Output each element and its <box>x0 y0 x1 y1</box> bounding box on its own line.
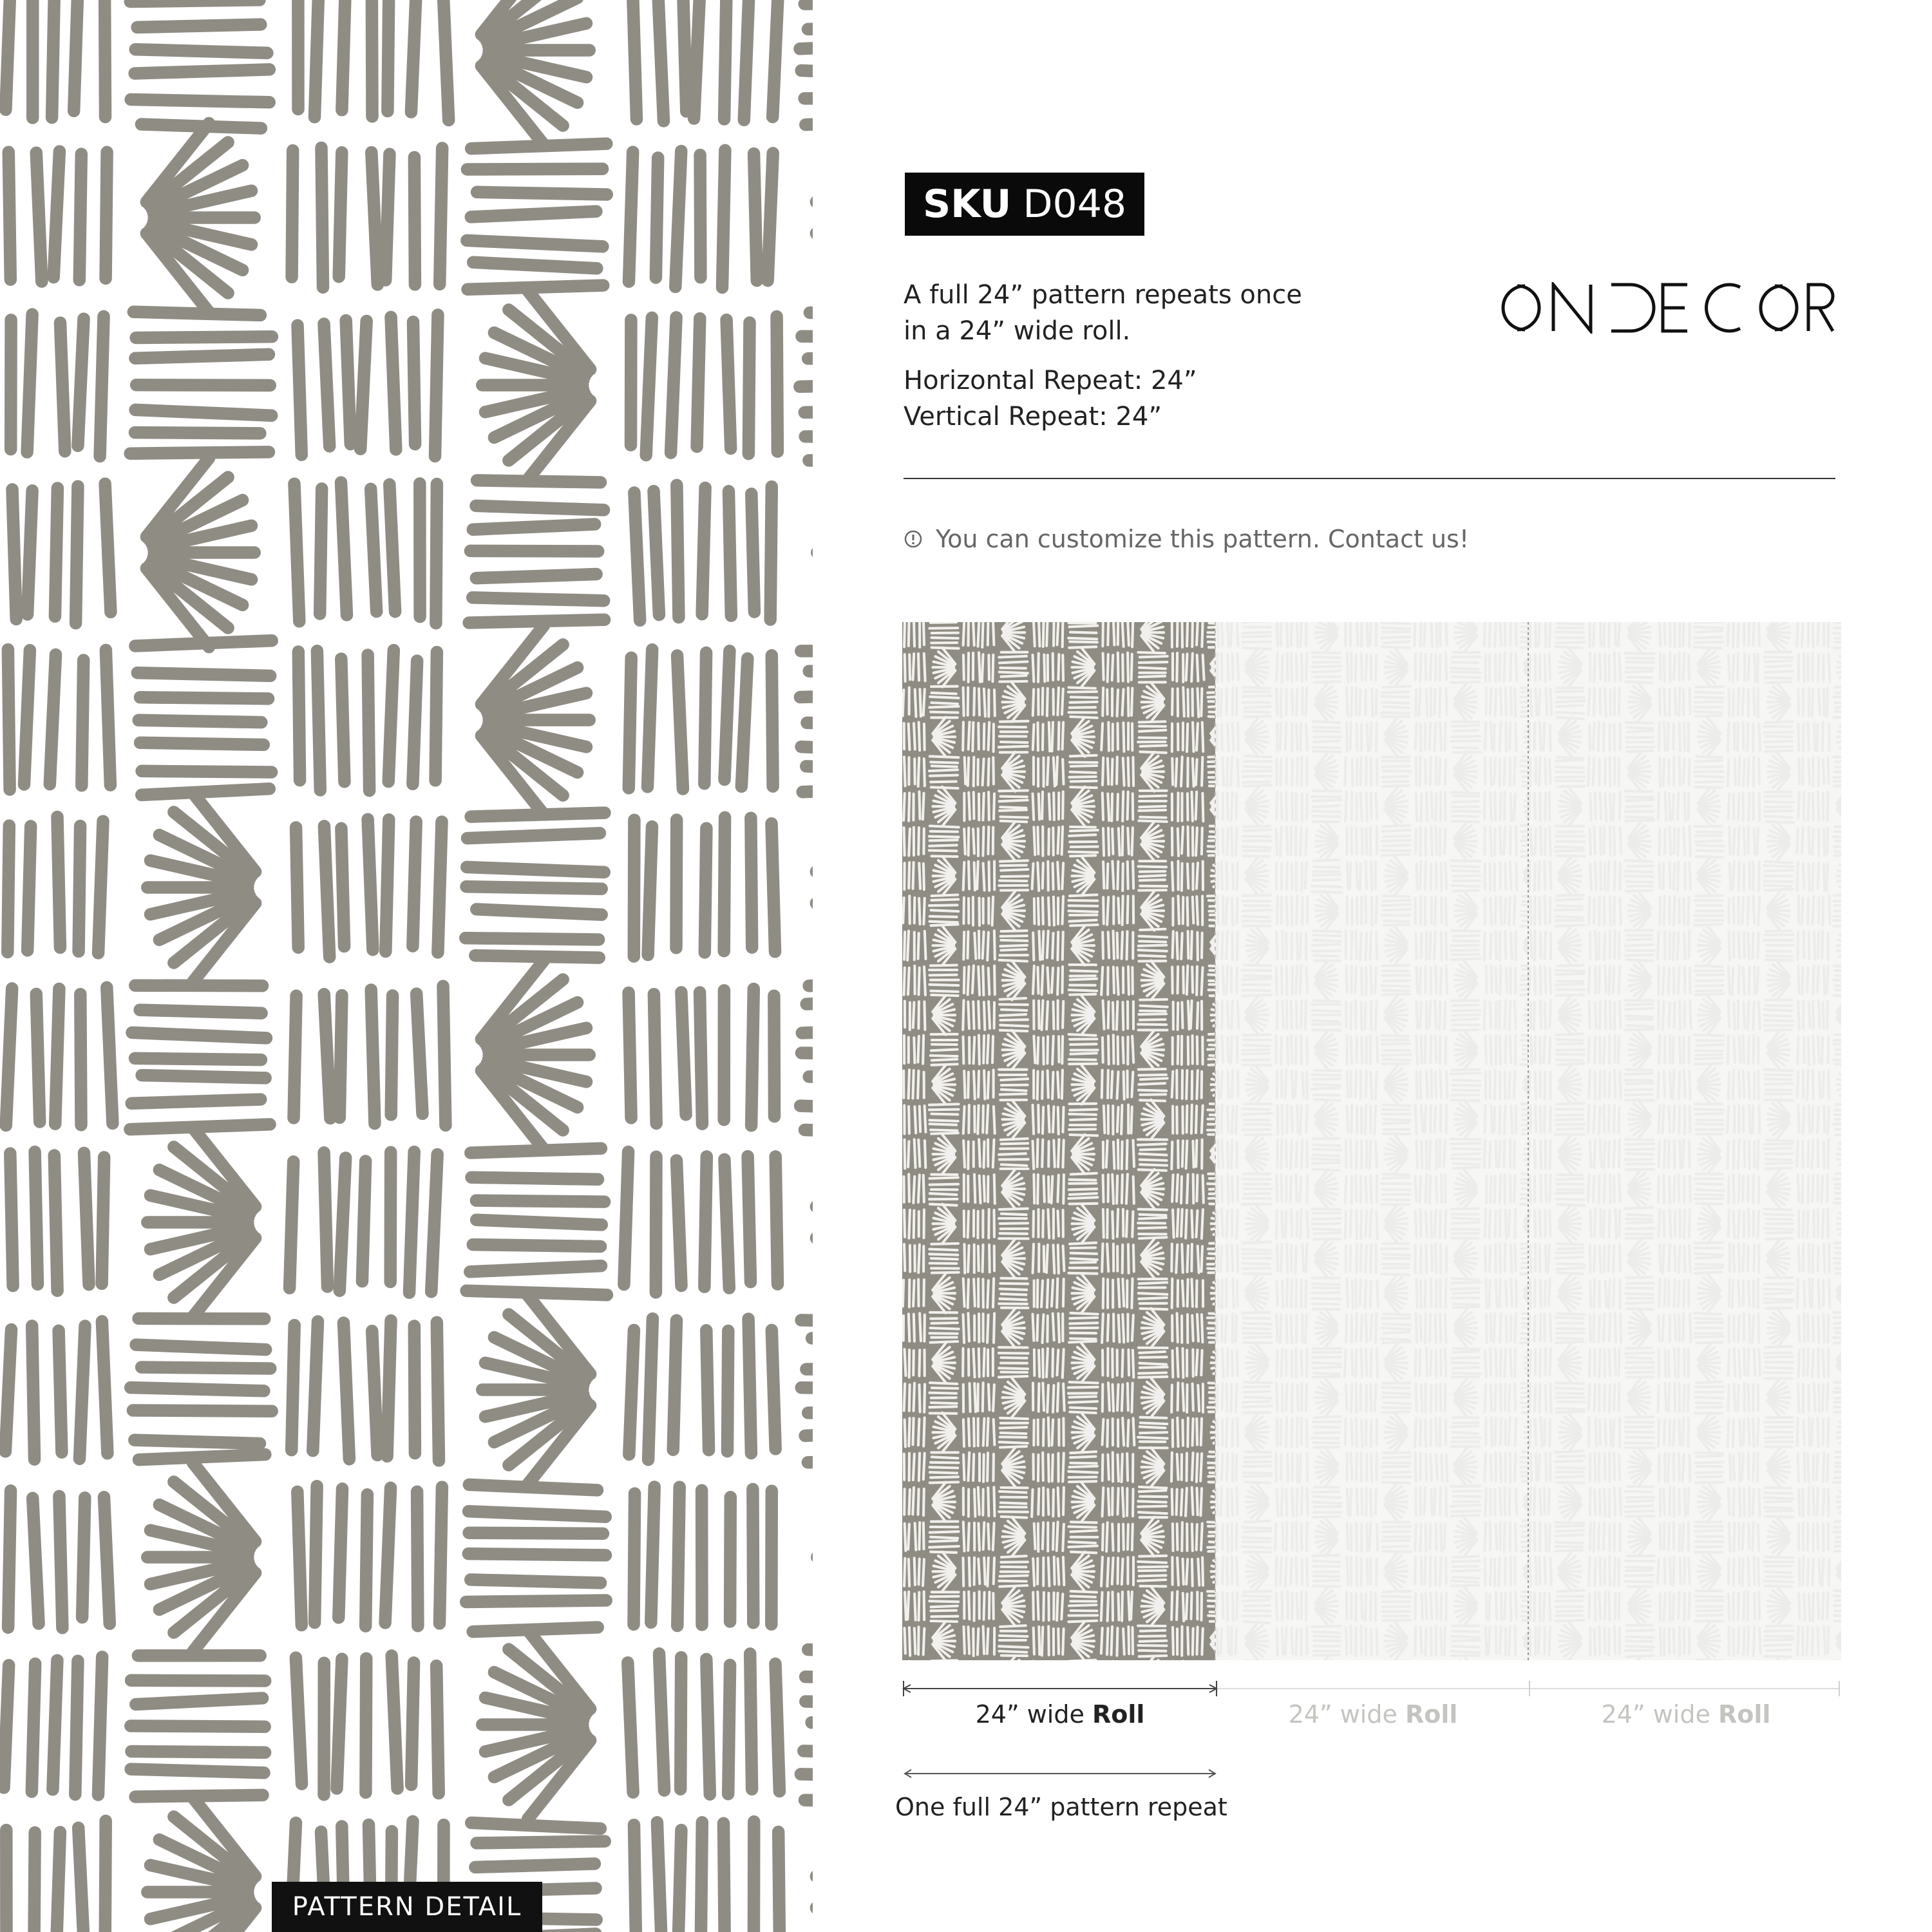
sku-code: D048 <box>1023 182 1127 227</box>
roll-3-label: 24” wide Roll <box>1601 1700 1771 1728</box>
pattern-detail-image <box>0 0 813 1932</box>
vertical-repeat: Vertical Repeat: 24” <box>904 402 1162 431</box>
roll-seams <box>902 622 1841 1660</box>
pattern-repeat-arrow <box>904 1767 1217 1780</box>
customize-notice[interactable] <box>904 525 1469 553</box>
repeat-description <box>904 277 1302 349</box>
roll-1-label: 24” wide Roll <box>975 1700 1145 1728</box>
repeat-specs <box>904 363 1197 435</box>
pattern-repeat-label: One full 24” pattern repeat <box>895 1793 1227 1821</box>
roll-preview <box>902 622 1841 1660</box>
info-icon <box>904 529 923 549</box>
description-line-1: A full 24” pattern repeats once <box>904 280 1302 310</box>
ondecor-logo <box>1494 282 1835 334</box>
section-divider <box>904 478 1835 479</box>
sku-badge <box>905 173 1144 236</box>
sku-prefix: SKU <box>922 182 1012 227</box>
customize-text: You can customize this pattern. Contact us! <box>936 525 1470 553</box>
pattern-detail-artwork <box>0 0 813 1932</box>
pattern-detail-label: PATTERN DETAIL <box>272 1882 542 1932</box>
roll-2-label: 24” wide Roll <box>1288 1700 1458 1728</box>
horizontal-repeat: Horizontal Repeat: 24” <box>904 366 1197 395</box>
description-line-2: in a 24” wide roll. <box>904 316 1131 346</box>
roll-width-measure <box>899 1676 1846 1701</box>
